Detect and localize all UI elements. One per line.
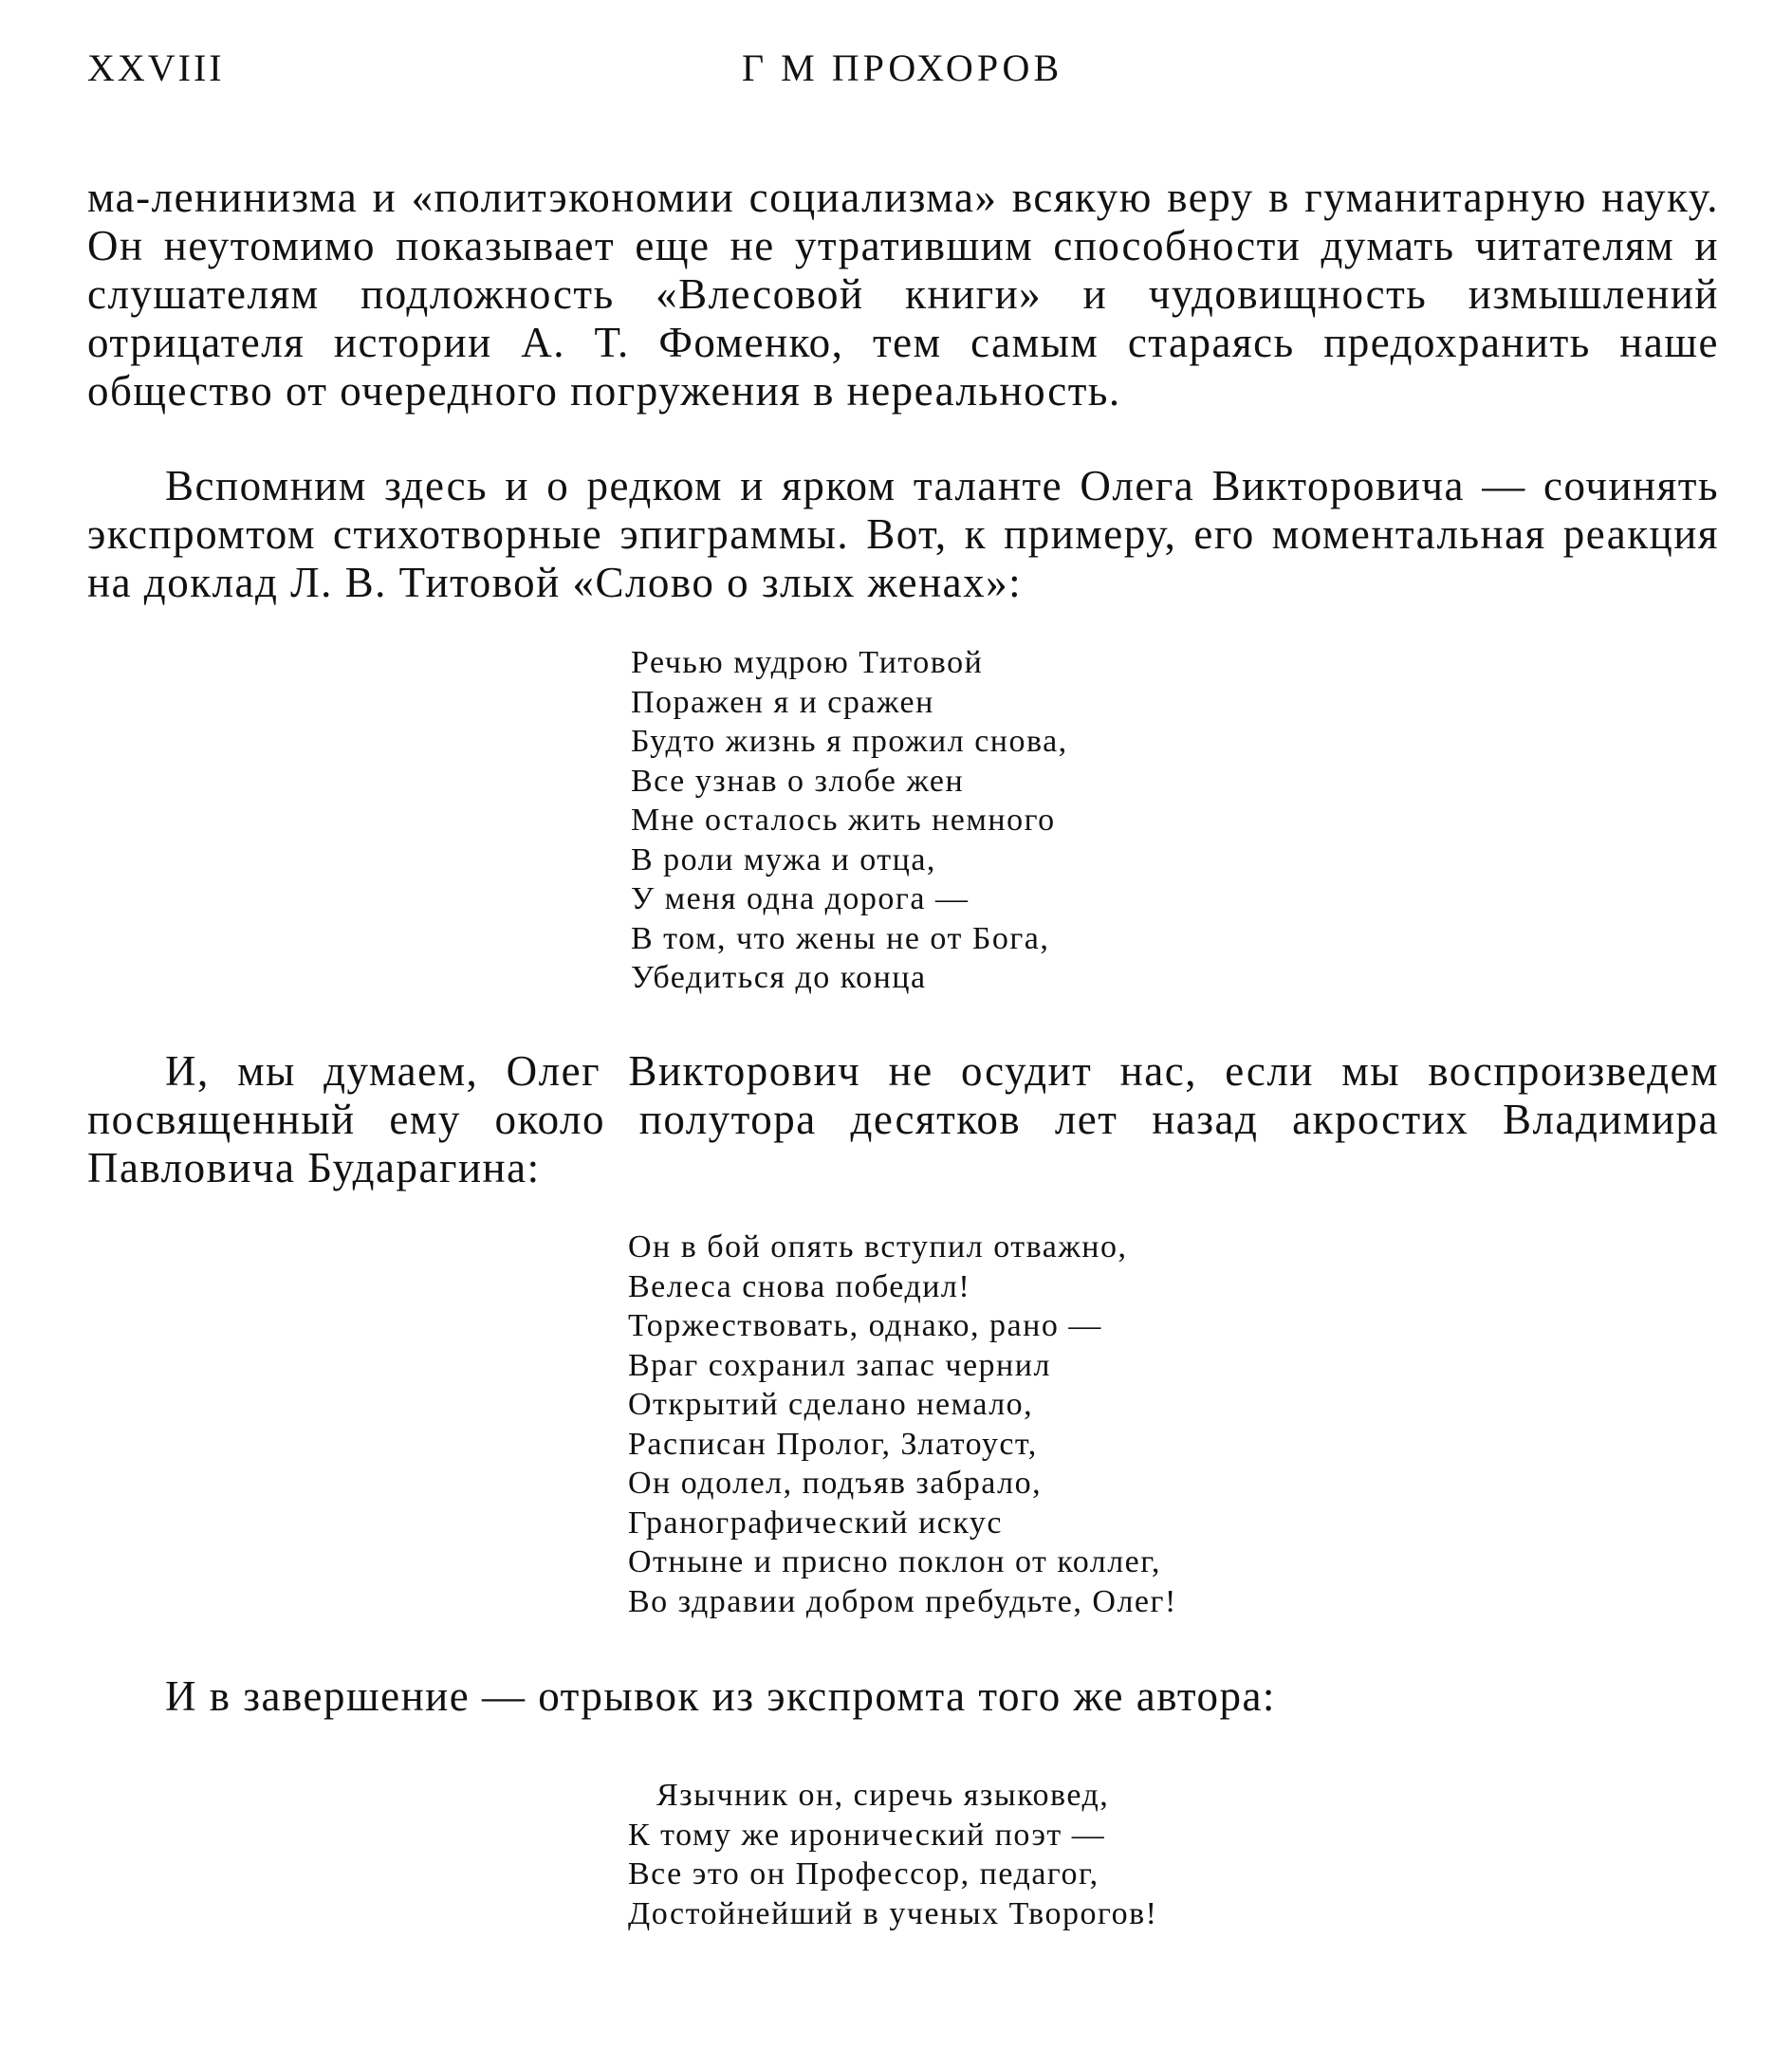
poem-line: К тому же иронический поэт — — [628, 1817, 1106, 1853]
poem-line: Враг сохранил запас чернил — [628, 1347, 1051, 1383]
poem-line: Язычник он, сиречь языковед, — [656, 1778, 1110, 1813]
paragraph: Вспомним здесь и о редком и ярком таланте Олега Викторовича — сочинять экспромтом стихотворные эпиграммы. Вот, к примеру, его моментальная реакция на доклад Л. В. Титовой «Слово о злых женах»: — [87, 462, 1719, 606]
poem-line: Будто жизнь я прожил снова, — [631, 724, 1068, 759]
epigram-poem — [631, 643, 1068, 998]
poem-line: Мне осталось жить немного — [631, 803, 1056, 838]
impromptu-poem — [628, 1776, 1157, 1933]
paragraph: И в завершение — отрывок из экспромта того же автора: — [165, 1672, 1276, 1720]
poem-line: Он в бой опять вступил отважно, — [628, 1229, 1128, 1264]
poem-line: Велеса снова победил! — [628, 1268, 971, 1304]
poem-line: Убедиться до конца — [631, 960, 927, 995]
poem-line: Расписан Пролог, Златоуст, — [628, 1426, 1038, 1462]
poem-line: В роли мужа и отца, — [631, 841, 936, 877]
poem-line: У меня одна дорога — — [631, 881, 970, 916]
poem-line: Открытий сделано немало, — [628, 1387, 1034, 1422]
poem-line: Гранографический искус — [628, 1504, 1004, 1541]
paragraph: И, мы думаем, Олег Викторович не осудит нас, если мы воспроизведем посвященный ему около полутора десятков лет назад акростих Владимира Павловича Бударагина: — [87, 1047, 1719, 1191]
poem-line: Он одолел, подъяв забрало, — [628, 1466, 1043, 1501]
poem-line: Все узнав о злобе жен — [631, 763, 965, 799]
acrostic-poem — [628, 1228, 1177, 1621]
running-head — [87, 46, 1719, 102]
poem-line: Отныне и присно поклон от коллег, — [628, 1544, 1161, 1579]
poem-line: Речью мудрою Титовой — [631, 645, 984, 680]
paragraph: ма-ленинизма и «политэкономии социализма» всякую веру в гуманитарную науку. Он неутомимо показывает еще не утратившим способности думать читателям и слушателям подложность «Влесовой книги» и чудовищность измышлений отрицателя истории А. Т. Фоменко, тем самым стараясь предохранить наше общество от очередного погружения в нереальность. — [87, 174, 1719, 415]
page-number: XXVIII — [87, 46, 225, 89]
poem-line: Во здравии добром пребудьте, Олег! — [628, 1583, 1177, 1619]
poem-line: Торжествовать, однако, рано — — [628, 1308, 1102, 1343]
running-head-author: Г М ПРОХОРОВ — [742, 46, 1063, 89]
poem-line: Достойнейший в ученых Творогов! — [628, 1895, 1158, 1931]
poem-line: Все это он Профессор, педагог, — [628, 1856, 1099, 1892]
poem-line: Поражен я и сражен — [631, 684, 934, 720]
poem-line: В том, что жены не от Бога, — [631, 920, 1050, 956]
